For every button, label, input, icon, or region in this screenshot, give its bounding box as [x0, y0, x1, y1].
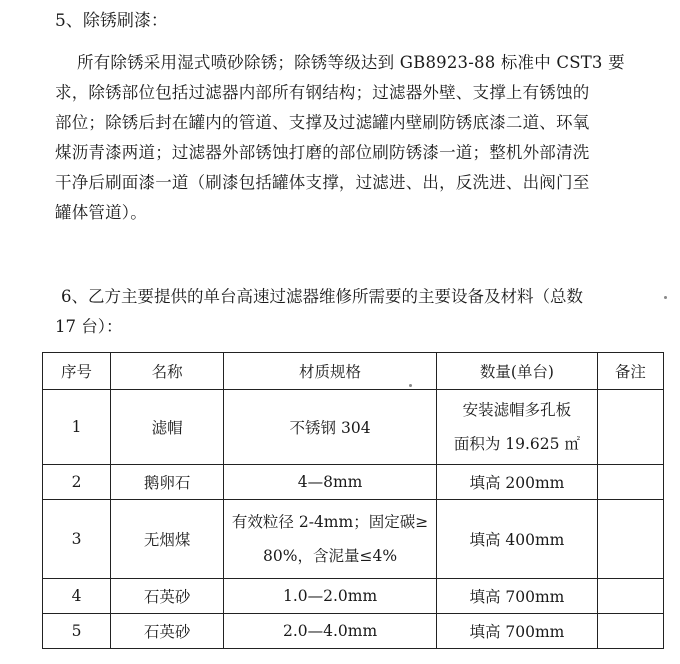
cell-spec: 不锈钢 304 [224, 390, 437, 465]
cell-spec-line: 80%，含泥量≤4% [263, 547, 398, 565]
cell-qty-line: 面积为 19.625 ㎡ [453, 435, 580, 453]
section-5-paragraph [55, 48, 655, 228]
cell-note [597, 579, 663, 614]
paragraph-line: 求，除锈部位包括过滤器内部所有钢结构；过滤器外壁、支撑上有锈蚀的 [55, 83, 590, 102]
table-row [43, 465, 664, 500]
paragraph-line: 部位；除锈后封在罐内的管道、支撑及过滤罐内壁刷防锈底漆二道、环氧 [55, 113, 590, 132]
cell-spec: 4—8mm [224, 465, 437, 500]
cell-no: 5 [43, 614, 111, 649]
paragraph-line: 干净后刷面漆一道（刷漆包括罐体支撑，过滤进、出，反洗进、出阀门至 [55, 173, 590, 192]
cell-no: 4 [43, 579, 111, 614]
table-row [43, 579, 664, 614]
cell-no: 3 [43, 500, 111, 579]
cell-qty: 填高 400mm [437, 500, 598, 579]
cell-spec: 2.0—4.0mm [224, 614, 437, 649]
section-6-paragraph [55, 282, 665, 342]
cell-name: 石英砂 [111, 614, 224, 649]
paragraph-line: 6、乙方主要提供的单台高速过滤器维修所需要的主要设备及材料（总数 [61, 287, 583, 306]
scan-speck [664, 296, 667, 299]
cell-note [597, 390, 663, 465]
table-row [43, 614, 664, 649]
cell-spec: 1.0—2.0mm [224, 579, 437, 614]
cell-qty: 填高 700mm [437, 579, 598, 614]
paragraph-line: 所有除锈采用湿式喷砂除锈；除锈等级达到 GB8923-88 标准中 CST3 要 [77, 53, 625, 72]
cell-name: 鹅卵石 [111, 465, 224, 500]
cell-name: 无烟煤 [111, 500, 224, 579]
cell-spec [224, 500, 437, 579]
table-row [43, 500, 664, 579]
paragraph-line: 17 台）： [55, 317, 123, 336]
cell-note [597, 500, 663, 579]
cell-name: 滤帽 [111, 390, 224, 465]
header-cell-name: 名称 [111, 353, 224, 390]
table-header-row [43, 353, 664, 390]
materials-table [42, 352, 664, 649]
cell-no: 1 [43, 390, 111, 465]
header-cell-qty: 数量(单台) [437, 353, 598, 390]
paragraph-line: 罐体管道）。 [55, 203, 147, 222]
cell-qty-line: 安装滤帽多孔板 [462, 401, 572, 419]
paragraph-line: 煤沥青漆两道；过滤器外部锈蚀打磨的部位刷防锈漆一道；整机外部清洗 [55, 143, 590, 162]
cell-name: 石英砂 [111, 579, 224, 614]
scan-speck [409, 384, 412, 387]
table-row [43, 390, 664, 465]
cell-qty [437, 390, 598, 465]
cell-note [597, 614, 663, 649]
header-cell-spec: 材质规格 [224, 353, 437, 390]
header-cell-note: 备注 [597, 353, 663, 390]
cell-qty: 填高 200mm [437, 465, 598, 500]
header-cell-no: 序号 [43, 353, 111, 390]
cell-note [597, 465, 663, 500]
cell-no: 2 [43, 465, 111, 500]
cell-qty: 填高 700mm [437, 614, 598, 649]
section-5-heading: 5、除锈刷漆： [55, 11, 168, 31]
cell-spec-line: 有效粒径 2-4mm；固定碳≥ [231, 513, 429, 531]
